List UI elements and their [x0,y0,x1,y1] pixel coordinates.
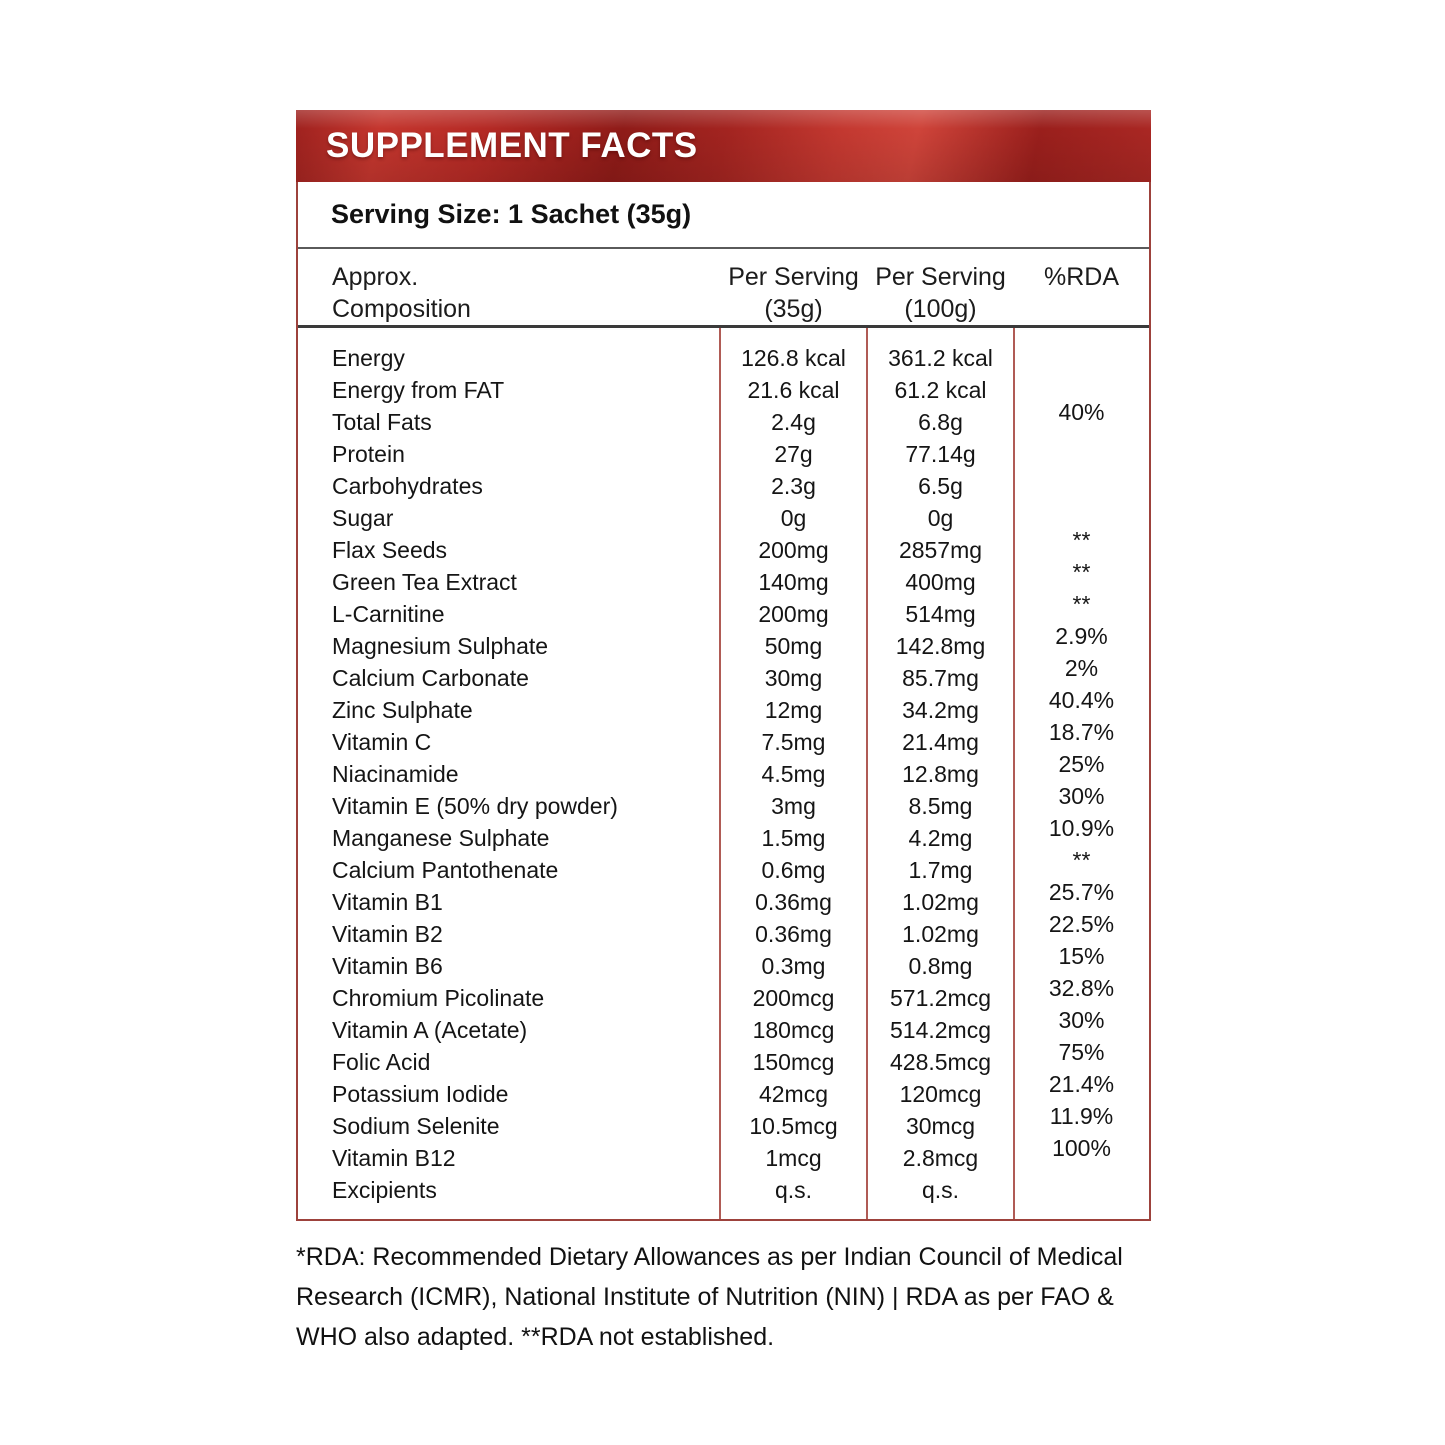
value-per-serving-35g: 42mcg [758,1080,829,1107]
column-header-per35-line1: Per Serving [728,263,859,291]
nutrient-name: Magnesium Sulphate [332,632,549,659]
value-per-serving-100g: 571.2mcg [889,984,991,1011]
table-row [298,1174,1149,1206]
value-per-serving-100g: 4.2mg [908,824,973,851]
nutrient-name: Carbohydrates [332,472,483,499]
value-per-serving-35g: 200mg [758,536,829,563]
column-header-per-serving-100g [867,261,1014,325]
table-row [298,342,1149,374]
rda-value: 21.4% [1048,1070,1115,1097]
value-per-serving-100g: 34.2mg [902,696,979,723]
rda-value: 30% [1058,782,1105,809]
rda-value: 15% [1058,942,1105,969]
table-row [298,398,1149,438]
value-per-serving-35g: 0g [780,504,807,531]
column-header-per-serving-35g [720,261,867,325]
rda-value: ** [1072,526,1091,553]
rda-value: 2% [1064,654,1099,681]
value-per-serving-100g: 85.7mg [902,664,979,691]
nutrient-name: Vitamin E (50% dry powder) [332,792,618,819]
value-per-serving-35g: 4.5mg [761,760,826,787]
column-divider-1 [719,328,721,1219]
nutrient-name: Vitamin B12 [332,1144,456,1171]
value-per-serving-35g: 1mcg [765,1144,822,1171]
value-per-serving-100g: 12.8mg [902,760,979,787]
footnote-line-2: Research (ICMR), National Institute of Nutrition (NIN) | RDA as per FAO & [296,1283,1114,1311]
rda-value: 30% [1058,1006,1105,1033]
column-header-per35-line2: (35g) [764,295,823,323]
value-per-serving-100g: 30mcg [905,1112,976,1139]
value-per-serving-35g: 12mg [764,696,823,723]
rda-value: 25% [1058,750,1105,777]
nutrient-name: Vitamin C [332,728,432,755]
nutrient-name: Excipients [332,1176,437,1203]
column-header-composition-line1: Approx. [332,263,419,291]
rda-value: 100% [1052,1134,1111,1161]
rda-value: 32.8% [1048,974,1115,1001]
value-per-serving-100g: 8.5mg [908,792,973,819]
nutrient-name: L-Carnitine [332,600,445,627]
facts-sheet [296,182,1151,1221]
value-per-serving-35g: 50mg [764,632,823,659]
nutrient-name: Sugar [332,504,394,531]
rda-value: ** [1072,846,1091,873]
column-header-rda-line1: %RDA [1043,263,1119,291]
value-per-serving-35g: 0.36mg [755,920,832,947]
value-per-serving-35g: 180mcg [752,1016,835,1043]
rda-value: 25.7% [1048,878,1115,905]
rda-value: ** [1072,590,1091,617]
value-per-serving-100g: 514mg [905,600,976,627]
rda-value: 40% [1058,398,1105,425]
value-per-serving-35g: 2.4g [771,408,816,435]
value-per-serving-35g: q.s. [774,1176,813,1203]
nutrient-name: Folic Acid [332,1048,431,1075]
value-per-serving-35g: 10.5mcg [749,1112,838,1139]
value-per-serving-100g: 0.8mg [908,952,973,979]
footnote-line-1: *RDA: Recommended Dietary Allowances as per Indian Council of Medical [296,1243,1123,1271]
value-per-serving-100g: 514.2mcg [889,1016,991,1043]
column-divider-2 [866,328,868,1219]
table-body [298,328,1149,1219]
value-per-serving-35g: 200mcg [752,984,835,1011]
nutrient-name: Protein [332,440,405,467]
nutrient-name: Total Fats [332,408,432,435]
nutrient-name: Calcium Pantothenate [332,856,559,883]
value-per-serving-35g: 200mg [758,600,829,627]
value-per-serving-35g: 0.3mg [761,952,826,979]
rda-value: 75% [1058,1038,1105,1065]
value-per-serving-100g: 0g [927,504,954,531]
value-per-serving-100g: 142.8mg [895,632,986,659]
value-per-serving-35g: 21.6 kcal [747,376,840,403]
value-per-serving-100g: 6.8g [918,408,963,435]
rda-value: 18.7% [1048,718,1115,745]
nutrient-name: Energy from FAT [332,376,505,403]
value-per-serving-35g: 1.5mg [761,824,826,851]
value-per-serving-35g: 2.3g [771,472,816,499]
rda-value: 11.9% [1049,1102,1114,1129]
nutrient-name: Flax Seeds [332,536,448,563]
supplement-facts-label [296,110,1151,1221]
rda-value: 40.4% [1048,686,1115,713]
table-row [298,470,1149,502]
value-per-serving-35g: 27g [774,440,813,467]
nutrient-name: Chromium Picolinate [332,984,545,1011]
column-header-per100-line2: (100g) [904,295,977,323]
header-band [296,110,1151,182]
column-header-composition-line2: Composition [332,295,471,323]
value-per-serving-100g: 361.2 kcal [888,344,993,371]
value-per-serving-100g: 2.8mcg [902,1144,979,1171]
value-per-serving-35g: 126.8 kcal [741,344,846,371]
table-column-headers [298,249,1149,328]
label-title: SUPPLEMENT FACTS [326,126,698,165]
value-per-serving-100g: 400mg [905,568,976,595]
nutrient-name: Vitamin B2 [332,920,443,947]
value-per-serving-100g: 120mcg [899,1080,982,1107]
nutrient-name: Vitamin A (Acetate) [332,1016,528,1043]
value-per-serving-100g: 428.5mcg [889,1048,991,1075]
nutrient-name: Calcium Carbonate [332,664,529,691]
table-row [298,1134,1149,1174]
rda-value: 2.9% [1055,622,1108,649]
column-header-composition [298,261,720,325]
rda-value: 22.5% [1048,910,1115,937]
value-per-serving-100g: 1.02mg [902,888,979,915]
value-per-serving-35g: 30mg [764,664,823,691]
serving-size-text: Serving Size: 1 Sachet (35g) [331,199,692,229]
value-per-serving-100g: q.s. [921,1176,960,1203]
nutrient-name: Zinc Sulphate [332,696,473,723]
nutrient-name: Vitamin B6 [332,952,443,979]
nutrient-name: Green Tea Extract [332,568,517,595]
value-per-serving-100g: 1.02mg [902,920,979,947]
nutrient-name: Energy [332,344,405,371]
column-header-rda [1014,261,1149,325]
value-per-serving-35g: 0.36mg [755,888,832,915]
nutrient-name: Niacinamide [332,760,459,787]
footnote-line-3: WHO also adapted. **RDA not established. [296,1323,775,1351]
rda-footnote [296,1237,1196,1357]
value-per-serving-100g: 77.14g [905,440,976,467]
table-row [298,438,1149,470]
nutrient-name: Potassium Iodide [332,1080,509,1107]
value-per-serving-100g: 61.2 kcal [894,376,987,403]
value-per-serving-100g: 21.4mg [902,728,979,755]
nutrient-name: Vitamin B1 [332,888,443,915]
serving-size-section [298,182,1149,249]
nutrient-name: Sodium Selenite [332,1112,500,1139]
value-per-serving-35g: 7.5mg [761,728,826,755]
rda-value: 10.9% [1048,814,1115,841]
rda-value: ** [1072,558,1091,585]
value-per-serving-100g: 2857mg [898,536,983,563]
value-per-serving-100g: 1.7mg [908,856,973,883]
value-per-serving-35g: 3mg [771,792,816,819]
value-per-serving-35g: 140mg [758,568,829,595]
value-per-serving-35g: 150mcg [752,1048,835,1075]
value-per-serving-35g: 0.6mg [761,856,826,883]
value-per-serving-100g: 6.5g [918,472,963,499]
nutrient-name: Manganese Sulphate [332,824,550,851]
column-header-per100-line1: Per Serving [875,263,1006,291]
